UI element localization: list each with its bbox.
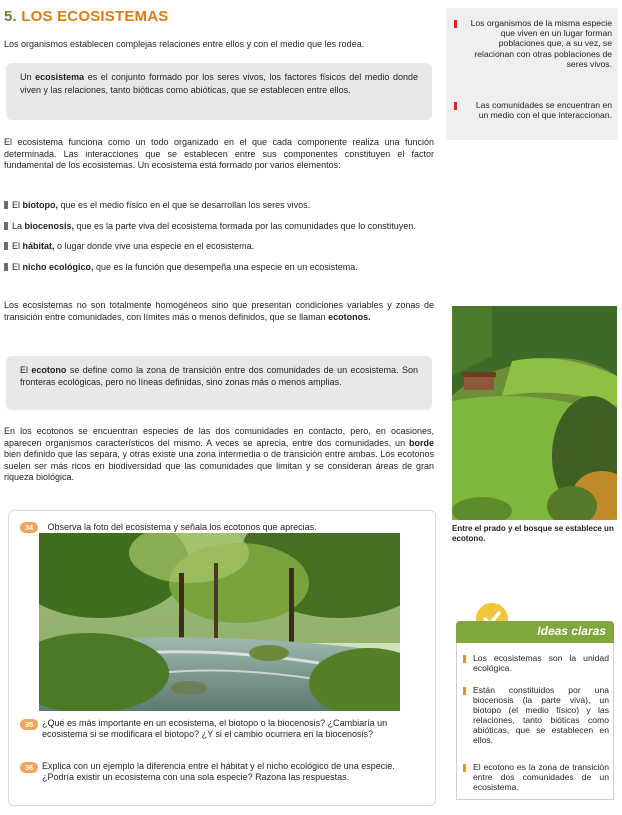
ideas-box bbox=[456, 643, 614, 800]
question-number-badge: 34 bbox=[20, 522, 38, 533]
question-number-badge: 35 bbox=[20, 719, 38, 730]
list-item-post: que es la parte viva del ecosistema formada por las comunidades que lo constituyen. bbox=[74, 220, 416, 231]
para3-pre: En los ecotonos se encuentran especies de las dos comunidades en contacto, pero, en ocasiones, aparecen organismos característicos del mismo. A veces se aprecia, entre dos comunidades, un bbox=[4, 426, 434, 448]
paragraph-ecotones-intro bbox=[4, 300, 434, 323]
ideas-item: Los ecosistemas son la unidad ecológica. bbox=[473, 653, 609, 673]
def1-term: ecosistema bbox=[35, 72, 85, 82]
page-title bbox=[4, 8, 168, 25]
river-forest-photo bbox=[39, 533, 400, 711]
element-list bbox=[4, 200, 434, 273]
para2-text: Los ecosistemas no son totalmente homogéneos sino que presentan condiciones variables y zonas de transición entre comunidades, con límites más o menos definidos, que se llaman bbox=[4, 300, 434, 322]
definition-ecotone-text bbox=[20, 364, 418, 389]
para3-term: borde bbox=[408, 437, 434, 448]
bullet-icon bbox=[4, 242, 8, 250]
def2-term: ecotono bbox=[31, 365, 67, 375]
list-item-term: hábitat, bbox=[22, 241, 55, 252]
side-note-communities: Las comunidades se encuentran en un medio con el que interaccionan. bbox=[475, 100, 612, 121]
list-item bbox=[4, 241, 434, 253]
definition-box-ecosystem bbox=[6, 63, 432, 120]
list-item-pre: La bbox=[12, 220, 25, 231]
ideas-item: El ecotono es la zona de transición entre dos comunidades de un ecosistema. bbox=[473, 762, 609, 792]
list-item-pre: El bbox=[12, 261, 23, 272]
list-item-post: que es el medio físico en el que se desarrollan los seres vivos. bbox=[58, 200, 311, 210]
list-item bbox=[4, 262, 434, 274]
orange-bullet-icon bbox=[463, 687, 466, 695]
list-item-post: o lugar donde vive una especie en el ecosistema. bbox=[54, 241, 255, 252]
meadow-forest-photo bbox=[452, 306, 617, 520]
list-item-post: que es la función que desempeña una especie en un ecosistema. bbox=[93, 261, 358, 272]
side-note-populations: Los organismos de la misma especie que viven en un lugar forman poblaciones que, a su vez, se relacionan con otras poblaciones de seres vivos. bbox=[470, 18, 612, 69]
red-bullet-icon bbox=[454, 102, 457, 110]
section-number: 5. bbox=[4, 8, 17, 25]
question-36 bbox=[20, 761, 420, 783]
paragraph-ecosystem-function: El ecosistema funciona como un todo organizado en el que cada componente realiza una función determinada. Las interacciones que se establecen entre sus componentes constituyen el factor fundamental de los ecosistemas. Un ecosistema está formado por varios elementos: bbox=[4, 137, 434, 171]
side-note-box bbox=[446, 8, 618, 140]
ideas-item: Están constituidos por una biocenosis (la parte viva), un biotopo (el medio físico) y las relaciones, tanto bióticas como abióticas, que se establecen en ellos. bbox=[473, 685, 609, 745]
list-item bbox=[4, 221, 434, 233]
meadow-forest-illustration bbox=[452, 306, 617, 520]
list-item-term: biocenosis, bbox=[24, 220, 75, 231]
section-title: LOS ECOSISTEMAS bbox=[21, 8, 169, 25]
question-35 bbox=[20, 718, 420, 740]
def1-post: es el conjunto formado por los seres vivos, los factores físicos del medio donde viven y las relaciones, tanto bióticas como abióticas, que se establecen entre ellos. bbox=[20, 72, 418, 95]
bullet-icon bbox=[4, 201, 8, 209]
list-item bbox=[4, 200, 434, 212]
def2-pre: El bbox=[20, 365, 32, 375]
question-text: Observa la foto del ecosistema y señala los ecotonos que aprecias. bbox=[47, 522, 317, 532]
red-bullet-icon bbox=[454, 20, 457, 28]
question-text: Explica con un ejemplo la diferencia entre el hábitat y el nicho ecológico de una especie. ¿Podría existir un ecosistema con una sola especie? Razona las respuestas. bbox=[42, 761, 395, 782]
list-item-pre: El bbox=[12, 241, 23, 252]
orange-bullet-icon bbox=[463, 655, 466, 663]
definition-box-ecotone bbox=[6, 356, 432, 410]
list-item-term: biotopo, bbox=[22, 200, 59, 210]
paragraph-ecotone-detail bbox=[4, 426, 434, 484]
para3-post: bien definido que las separa, y otras existe una zona intermedia o de transición entre ambas. Los ecotonos suelen ser más ricos en biodiversidad que las comunidades que limitan y se consideran áreas de gran riqueza biológica. bbox=[4, 449, 434, 483]
def2-post: se define como la zona de transición entre dos comunidades de un ecosistema. Son fronteras ecológicas, pero no líneas definidas, sino zonas más o menos amplias. bbox=[20, 365, 418, 388]
ideas-title: Ideas claras bbox=[537, 624, 606, 638]
river-forest-illustration bbox=[39, 533, 400, 711]
photo-caption: Entre el prado y el bosque se establece un ecotono. bbox=[452, 524, 614, 543]
list-item-pre: El bbox=[12, 200, 23, 210]
intro-text: Los organismos establecen complejas relaciones entre ellos y con el medio que les rodea. bbox=[4, 39, 365, 49]
para2-term: ecotonos. bbox=[328, 311, 371, 322]
list-item-term: nicho ecológico, bbox=[22, 261, 94, 272]
definition-ecosystem-text bbox=[20, 71, 418, 96]
bullet-icon bbox=[4, 222, 8, 230]
question-number-badge: 36 bbox=[20, 762, 38, 773]
ideas-header bbox=[456, 621, 614, 643]
bullet-icon bbox=[4, 263, 8, 271]
def1-pre: Un bbox=[20, 72, 36, 82]
orange-bullet-icon bbox=[463, 764, 466, 772]
question-text: ¿Qué es más importante en un ecosistema, el biotopo o la biocenosis? ¿Cambiaría un ecosistema si se modificara el biotopo? ¿Y si el cambio ocurriera en la biocenosis? bbox=[42, 718, 388, 739]
